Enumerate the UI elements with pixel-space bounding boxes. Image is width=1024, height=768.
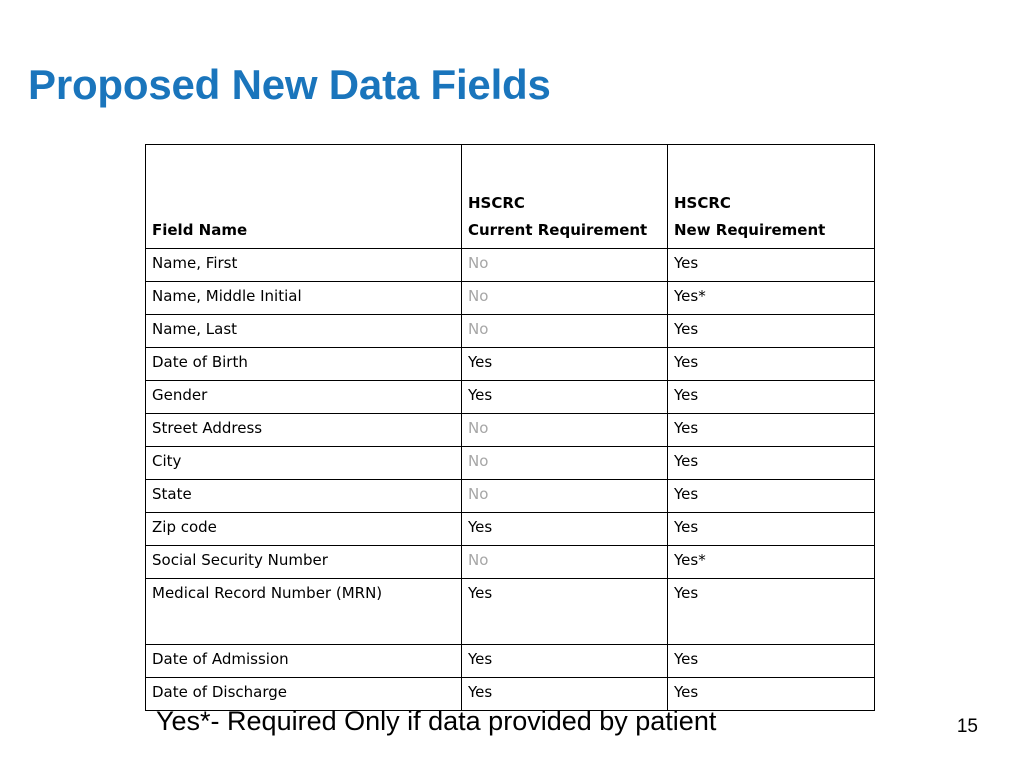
table-row (146, 546, 875, 579)
cell-new-requirement: Yes* (668, 282, 875, 315)
cell-new-requirement: Yes (668, 348, 875, 381)
cell-field-name: Date of Birth (146, 348, 462, 381)
cell-current-requirement: Yes (462, 513, 668, 546)
cell-field-name: Medical Record Number (MRN) (146, 579, 462, 645)
table-row (146, 447, 875, 480)
cell-field-name: Date of Admission (146, 645, 462, 678)
cell-new-requirement: Yes (668, 513, 875, 546)
cell-current-requirement: Yes (462, 579, 668, 645)
cell-current-requirement: No (462, 414, 668, 447)
cell-new-requirement: Yes* (668, 546, 875, 579)
table-row (146, 579, 875, 645)
slide-title: Proposed New Data Fields (28, 61, 551, 108)
cell-field-name: Name, Middle Initial (146, 282, 462, 315)
cell-field-name: Street Address (146, 414, 462, 447)
cell-field-name: Name, Last (146, 315, 462, 348)
header-new-requirement (668, 145, 875, 249)
cell-new-requirement: Yes (668, 315, 875, 348)
cell-field-name: Gender (146, 381, 462, 414)
cell-field-name: Name, First (146, 249, 462, 282)
data-fields-table (145, 144, 875, 711)
cell-new-requirement: Yes (668, 414, 875, 447)
table-body (146, 249, 875, 711)
table-row (146, 315, 875, 348)
header-current-requirement (462, 145, 668, 249)
table-row (146, 249, 875, 282)
header-line: New Requirement (674, 221, 826, 239)
cell-new-requirement: Yes (668, 249, 875, 282)
cell-field-name: City (146, 447, 462, 480)
page-number: 15 (956, 716, 978, 737)
cell-current-requirement: Yes (462, 381, 668, 414)
cell-current-requirement: Yes (462, 348, 668, 381)
cell-current-requirement: No (462, 282, 668, 315)
cell-new-requirement: Yes (668, 480, 875, 513)
cell-current-requirement: No (462, 447, 668, 480)
table-row (146, 282, 875, 315)
cell-new-requirement: Yes (668, 381, 875, 414)
table-header-row (146, 145, 875, 249)
header-line: Current Requirement (468, 221, 648, 239)
cell-current-requirement: No (462, 249, 668, 282)
cell-new-requirement: Yes (668, 678, 875, 711)
header-field-name (146, 145, 462, 249)
table-row (146, 513, 875, 546)
cell-current-requirement: No (462, 480, 668, 513)
footnote: Yes*- Required Only if data provided by patient (156, 706, 717, 736)
table-row (146, 381, 875, 414)
header-line: HSCRC (468, 194, 525, 212)
cell-field-name: State (146, 480, 462, 513)
cell-new-requirement: Yes (668, 447, 875, 480)
cell-current-requirement: No (462, 546, 668, 579)
table-row (146, 480, 875, 513)
table-row (146, 645, 875, 678)
cell-field-name: Date of Discharge (146, 678, 462, 711)
header-line: HSCRC (674, 194, 731, 212)
cell-field-name: Social Security Number (146, 546, 462, 579)
header-line: Field Name (152, 221, 248, 239)
table-row (146, 414, 875, 447)
cell-current-requirement: Yes (462, 678, 668, 711)
cell-new-requirement: Yes (668, 645, 875, 678)
cell-current-requirement: Yes (462, 645, 668, 678)
table-row (146, 348, 875, 381)
cell-current-requirement: No (462, 315, 668, 348)
cell-field-name: Zip code (146, 513, 462, 546)
cell-new-requirement: Yes (668, 579, 875, 645)
